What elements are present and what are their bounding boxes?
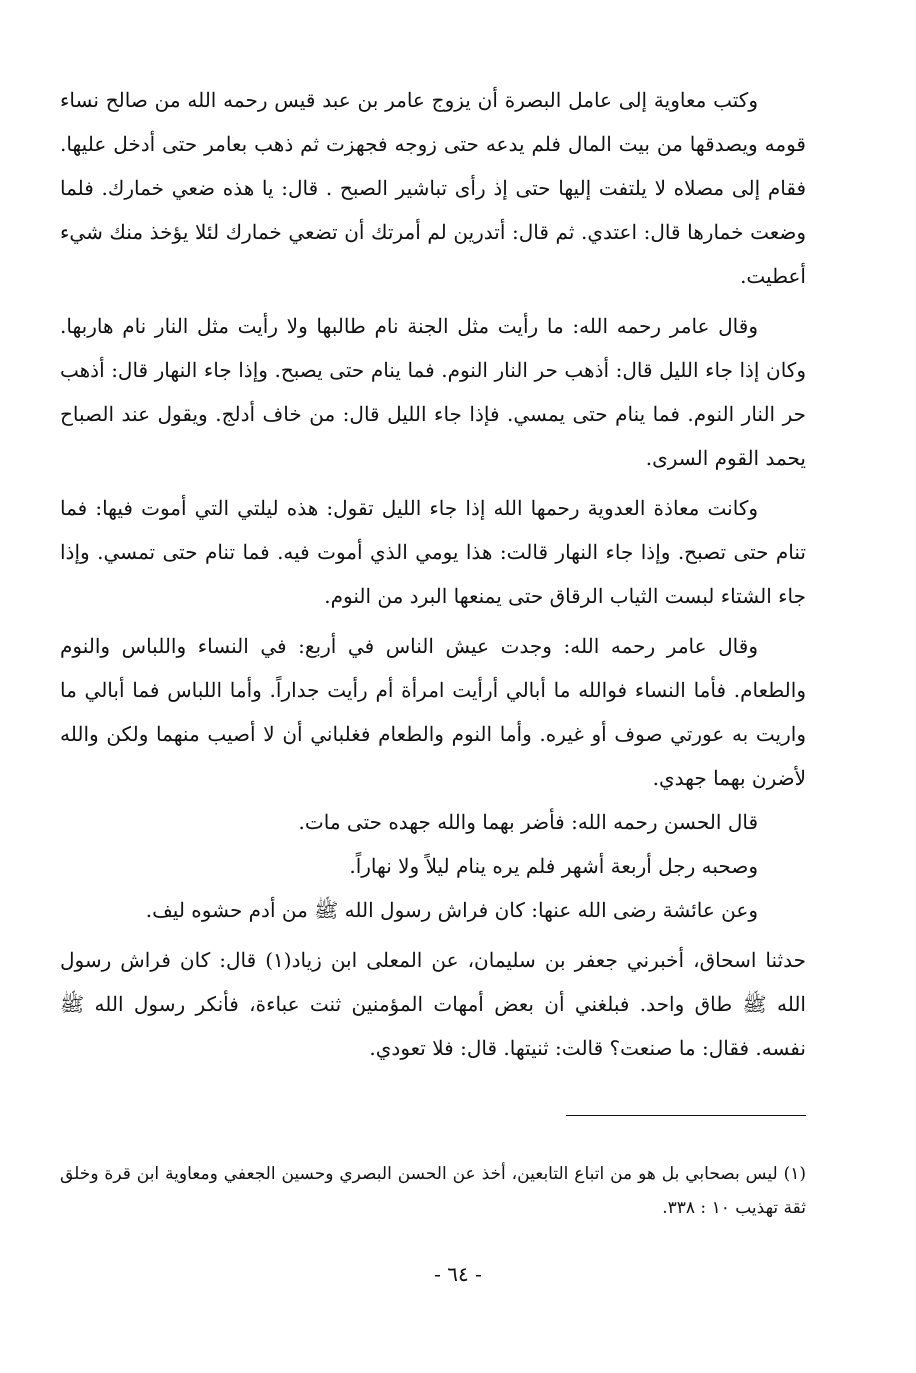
page-body bbox=[60, 78, 806, 1070]
paragraph-hadith: حدثنا اسحاق، أخبرني جعفر بن سليمان، عن المعلى ابن زياد(١) قال: كان فراش رسول الله ﷺ طاق واحد. فبلغني أن بعض أمهات المؤمنين ثنت عباءة، فأنكر رسول الله ﷺ نفسه. فقال: ما صنعت؟ قالت: ثنيتها. قال: فلا تعودي. bbox=[60, 948, 806, 1060]
paragraph-amir-paradise: وقال عامر رحمه الله: ما رأيت مثل الجنة نام طالبها ولا رأيت مثل النار نام هاربها. وكان إذا جاء الليل قال: أذهب حر النار النوم. فما ينام حتى يصبح. وإذا جاء النهار قال: أذهب حر النار النوم. فما ينام حتى يمسي. فإذا جاء الليل قال: من خاف أدلج. ويقول عند الصباح يحمد القوم السرى. bbox=[60, 314, 806, 470]
paragraph-amir-four-things: وقال عامر رحمه الله: وجدت عيش الناس في أربع: في النساء واللباس والنوم والطعام. فأما النساء فوالله ما أبالي أرأيت امرأة أم رأيت جداراً. وأما اللباس فما أبالي ما واريت به عورتي صوف أو غيره. وأما النوم والطعام فغلباني أن لا أصيب منهما ولكن والله لأضرن بهما جهدي. bbox=[60, 634, 806, 790]
line-hasan: قال الحسن رحمه الله: فأضر بهما والله جهده حتى مات. bbox=[298, 810, 758, 834]
line-companion: وصحبه رجل أربعة أشهر فلم يره ينام ليلاً ولا نهاراً. bbox=[349, 854, 758, 878]
line-aisha: وعن عائشة رضى الله عنها: كان فراش رسول الله ﷺ من أدم حشوه ليف. bbox=[145, 898, 758, 922]
footnote-divider bbox=[566, 1115, 806, 1116]
page-number: - ٦٤ - bbox=[434, 1262, 482, 1286]
paragraph-muadha: وكانت معاذة العدوية رحمها الله إذا جاء الليل تقول: هذه ليلتي التي أموت فيها: فما تنام حتى تصبح. وإذا جاء النهار قالت: هذا يومي الذي أموت فيه. فما تنام حتى تمسي. وإذا جاء الشتاء لبست الثياب الرقاق حتى يمنعها البرد من النوم. bbox=[60, 496, 806, 608]
paragraph-muawiya-letter: وكتب معاوية إلى عامل البصرة أن يزوج عامر بن عبد قيس رحمه الله من صالح نساء قومه ويصدقها من بيت المال فلم يدعه حتى زوجه فجهزت ثم ذهب بعامر حتى أدخل عليها. فقام إلى مصلاه لا يلتفت إليها حتى إذ رأى تباشير الصبح . قال: يا هذه ضعي خمارك. فلما وضعت خمارها قال: اعتدي. ثم قال: أتدرين لم أمرتك أن تضعي خمارك لئلا يؤخذ منك شيء أعطيت. bbox=[60, 88, 806, 288]
footnote: (١) ليس بصحابي بل هو من اتباع التابعين، أخذ عن الحسن البصري وحسين الجعفي ومعاوية ابن قرة وخلق ثقة تهذيب ١٠ : ٣٣٨. bbox=[60, 1164, 806, 1218]
